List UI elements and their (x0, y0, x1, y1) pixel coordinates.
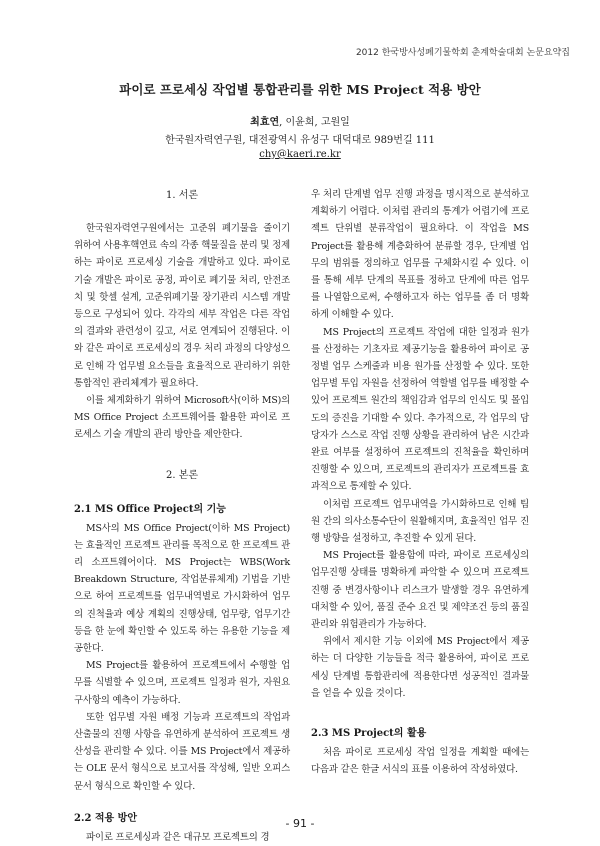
intro-paragraph-2: 이를 체계화하기 위하여 Microsoft사(이하 MS)의 MS Office Project 소프트웨어를 활용한 파이로 프로세스 기술 개발의 관리 방안을 제안한다. (74, 395, 290, 441)
section-heading-intro: 1. 서론 (165, 190, 199, 201)
right-column (311, 186, 529, 779)
s22-paragraph-1-continued: 우 처리 단계별 업무 진행 과정을 명시적으로 분석하고 계획하기 어렵다. 이처럼 관리의 통계가 어렵기에 프로젝트 단위별 분류작업이 필요하다. 이 작업을 MS Project를 활용해 계층화하여 분류할 경우, 단계별 업무의 범위를 정의하고 업무를 구체화시킬 수 있다. 이를 통해 세부 단계의 목표를 정하고 단계에 따른 업무를 나열함으로써, 수행하고자 하는 업무를 좀 더 명확하게 이해할 수 있다. (311, 189, 529, 321)
running-header: 2012 한국방사성폐기물학회 춘계학술대회 논문요약집 (355, 48, 570, 58)
s21-paragraph-2: MS Project를 활용하여 프로젝트에서 수행할 업무를 식별할 수 있으며, 프로젝트 일정과 원가, 자원요구사항의 예측이 가능하다. (74, 660, 290, 706)
affiliation: 한국원자력연구원, 대전광역시 유성구 대덕대로 989번길 111 (165, 135, 435, 146)
first-author: 최효연 (250, 117, 280, 128)
section-heading-body: 2. 본론 (165, 469, 199, 481)
left-column (74, 186, 290, 846)
author-list (0, 113, 600, 128)
paper-title: 파이로 프로세싱 작업별 통합관리를 위한 MS Project 적용 방안 (119, 82, 481, 97)
intro-paragraph-1: 한국원자력연구원에서는 고준위 폐기물을 줄이기 위하여 사용후핵연료 속의 각종 핵물질을 분리 및 정제하는 파이로 프로세싱 기술을 개발하고 있다. 파이로 기술 개발은 파이로 공정, 파이로 폐기물 처리, 안전조치 및 핫셀 설계, 고준위폐기물 장기관리 시스템 개발 등으로 구성되어 있다. 각각의 세부 작업은 다른 작업의 결과와 관련성이 깊고, 서로 연계되어 진행된다. 이와 같은 파이로 프로세싱의 경우 처리 과정의 다양성으로 인해 각 업무별 요소들을 효율적으로 관리하기 위한 통합적인 관리체계가 필요하다. (74, 223, 290, 389)
subsection-heading-2-2: 2.2 적용 방안 (74, 812, 138, 824)
subsection-heading-2-3: 2.3 MS Project의 활용 (311, 728, 427, 740)
s22-paragraph-4: MS Project를 활용함에 따라, 파이로 프로세싱의 업무진행 상태를 명확하게 파악할 수 있으며 프로젝트 진행 중 변경사항이나 리스크가 발생할 경우 유연하게 대처할 수 있어, 품질 준수 요건 및 제약조건 등의 품질관리와 위험관리가 가능하다. (311, 550, 529, 631)
s22-paragraph-2: MS Project의 프로젝트 작업에 대한 일정과 원가를 산정하는 기초자료 제공기능을 활용하여 파이로 공정별 업무 스케줄과 비용 원가를 산정할 수 있다. 또한 업무별 투입 자원을 선정하여 역할별 업무를 배정할 수 있어 프로젝트 원간의 책임감과 업무의 인식도 및 몰입도의 증진을 기대할 수 있다. 추가적으로, 각 업무의 담당자가 스스로 작업 진행 상황을 관리하여 남은 시간과 완료 여부를 설정하여 프로젝트의 진척율을 확인하며 진행할 수 있으며, 프로젝트의 관리자가 프로젝트를 효과적으로 통제할 수 있다. (311, 326, 529, 493)
subsection-heading-2-1: 2.1 MS Office Project의 기능 (74, 503, 226, 515)
s22-paragraph-3: 이처럼 프로젝트 업무내역을 가시화하므로 인해 팀원 간의 의사소통수단이 원활해지며, 효율적인 업무 진행 방향을 설정하고, 추진할 수 있게 된다. (311, 498, 529, 545)
s22-paragraph-5: 위에서 제시한 기능 이외에 MS Project에서 제공하는 더 다양한 기능들을 적극 활용하여, 파이로 프로세싱 단계별 통합관리에 적용한다면 성공적인 결과물을 얻을 수 있을 것이다. (311, 636, 529, 699)
s23-paragraph-1: 처음 파이로 프로세싱 작업 일정을 계획할 때에는 다음과 같은 한글 서식의 표를 이용하여 작성하였다. (311, 747, 529, 776)
page-number: - 91 - (285, 817, 315, 830)
s21-paragraph-1: MS사의 MS Office Project(이하 MS Project)는 효율적인 프로젝트 관리를 목적으로 한 프로젝트 관리 소프트웨어이다. MS Project는 WBS(Work Breakdown Structure, 작업분류체계) 기법을 기반으로 하여 프로젝트를 업무내역별로 가시화하여 업무의 진척율과 예상 계획의 진행상태, 업무량, 업무기간 등을 한 눈에 확인할 수 있도록 하는 유용한 기능을 제공한다. (74, 522, 290, 655)
email-line (0, 149, 600, 160)
co-authors: , 이윤희, 고원일 (279, 117, 350, 128)
email-link[interactable]: chy@kaeri.re.kr (259, 149, 341, 160)
s22-paragraph-1: 파이로 프로세싱과 같은 대규모 프로젝트의 경 (86, 831, 270, 843)
s21-paragraph-3: 또한 업무별 자원 배정 기능과 프로젝트의 작업과 산출물의 진행 사항을 유연하게 분석하여 프로젝트 생산성을 관리할 수 있다. 이를 MS Project에서 제공하는 OLE 문서 형식으로 보고서를 작성해, 일반 오피스 문서 형식으로 확인할 수 있다. (74, 711, 290, 792)
